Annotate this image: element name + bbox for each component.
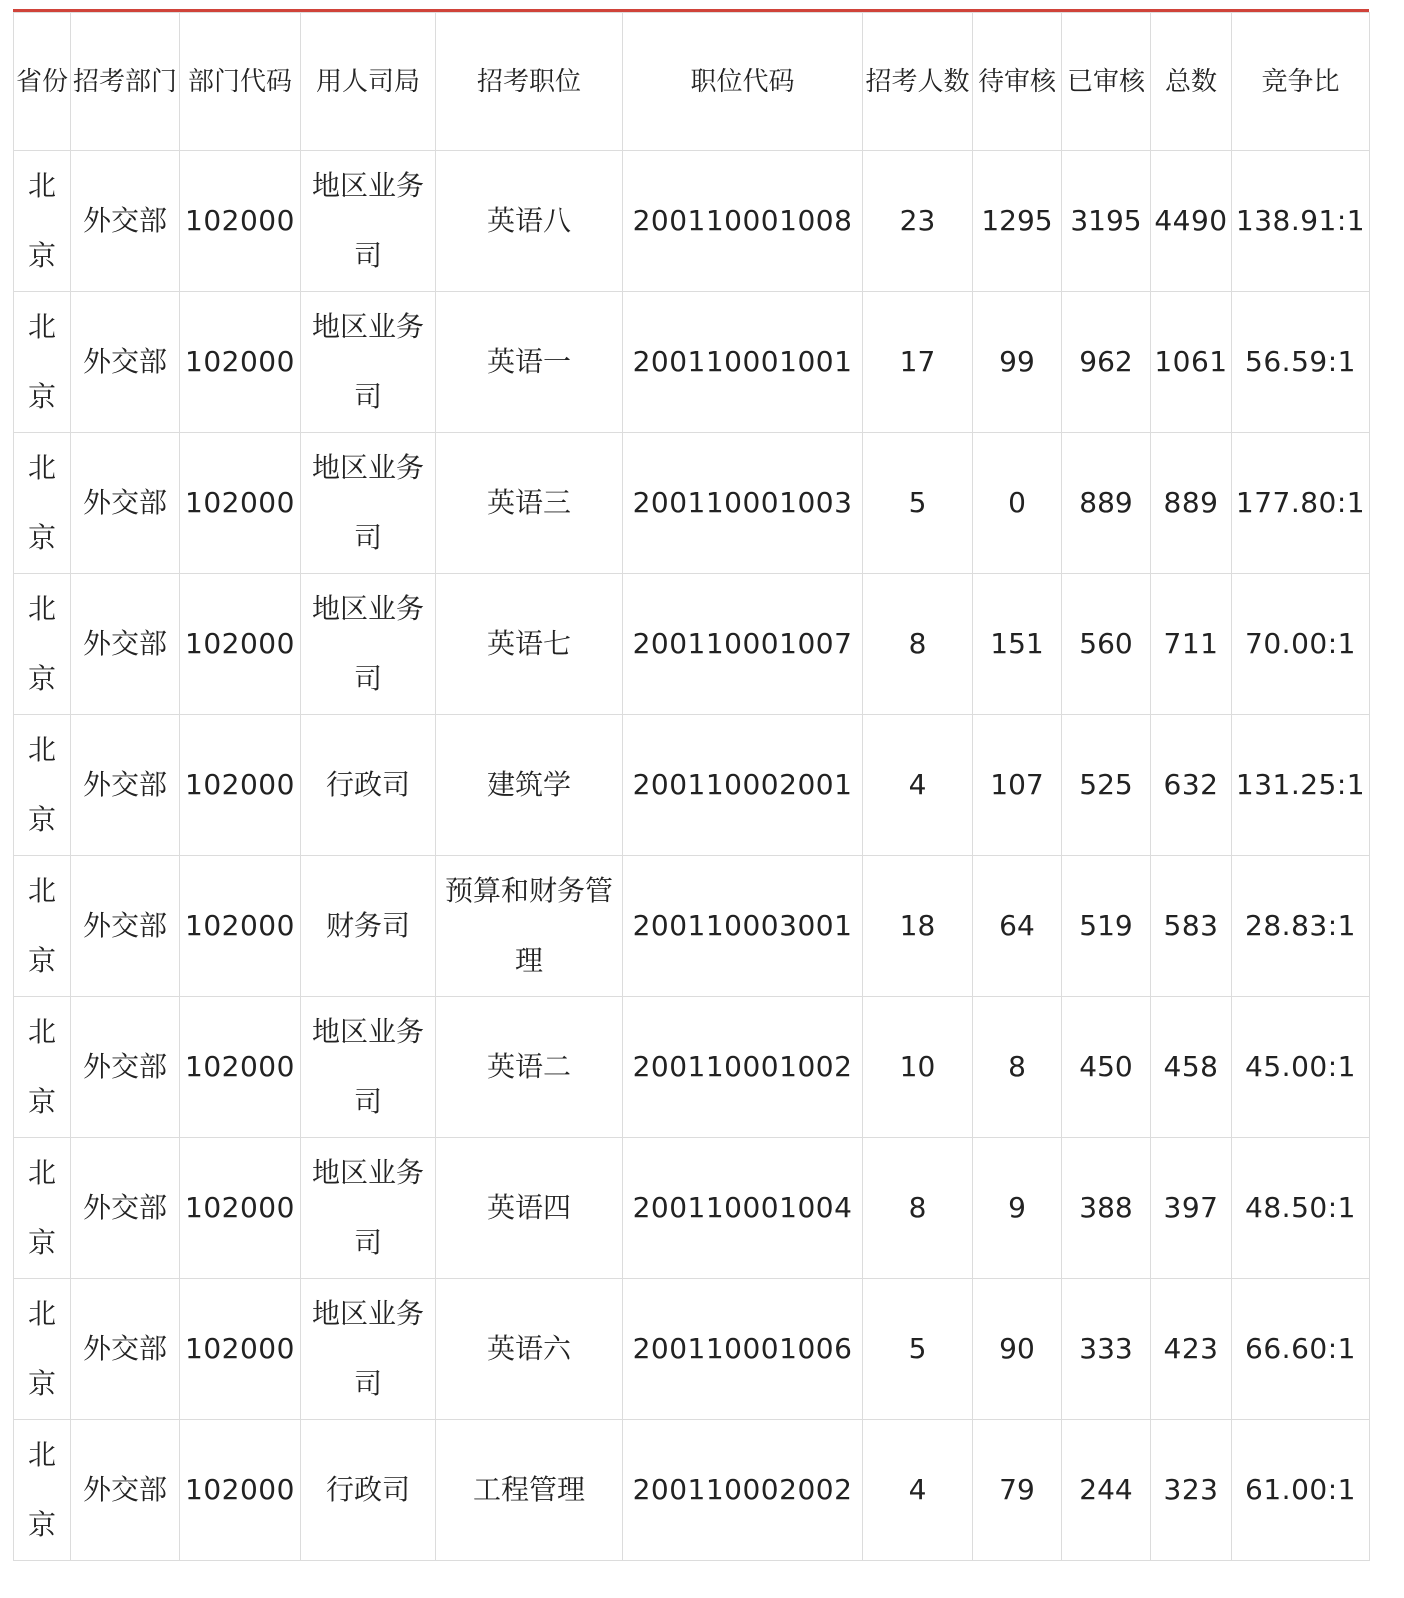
header-row xyxy=(14,13,1370,151)
cell-department-code: 102000 xyxy=(180,574,301,715)
cell-ratio: 70.00:1 xyxy=(1232,574,1370,715)
cell-total: 423 xyxy=(1151,1279,1232,1420)
cell-total: 583 xyxy=(1151,856,1232,997)
cell-pending: 79 xyxy=(973,1420,1062,1561)
cell-total: 632 xyxy=(1151,715,1232,856)
cell-province: 北京 xyxy=(14,1138,71,1279)
cell-headcount: 8 xyxy=(863,1138,973,1279)
cell-province: 北京 xyxy=(14,715,71,856)
cell-department-code: 102000 xyxy=(180,1420,301,1561)
cell-department-code: 102000 xyxy=(180,292,301,433)
cell-position: 英语三 xyxy=(436,433,623,574)
cell-headcount: 10 xyxy=(863,997,973,1138)
table-row xyxy=(14,856,1370,997)
cell-department: 外交部 xyxy=(71,151,180,292)
cell-department-code: 102000 xyxy=(180,433,301,574)
cell-approved: 962 xyxy=(1062,292,1151,433)
cell-department-code: 102000 xyxy=(180,151,301,292)
cell-position-code: 200110001001 xyxy=(623,292,863,433)
cell-position: 英语二 xyxy=(436,997,623,1138)
cell-bureau: 地区业务司 xyxy=(301,1279,436,1420)
cell-headcount: 18 xyxy=(863,856,973,997)
cell-headcount: 5 xyxy=(863,1279,973,1420)
cell-bureau: 财务司 xyxy=(301,856,436,997)
cell-bureau: 行政司 xyxy=(301,1420,436,1561)
header-ratio: 竞争比 xyxy=(1232,13,1370,151)
cell-bureau: 地区业务司 xyxy=(301,151,436,292)
header-department-code: 部门代码 xyxy=(180,13,301,151)
cell-position-code: 200110001008 xyxy=(623,151,863,292)
cell-ratio: 28.83:1 xyxy=(1232,856,1370,997)
cell-position: 预算和财务管理 xyxy=(436,856,623,997)
cell-bureau: 地区业务司 xyxy=(301,433,436,574)
cell-position: 英语八 xyxy=(436,151,623,292)
table-row xyxy=(14,1279,1370,1420)
header-province: 省份 xyxy=(14,13,71,151)
cell-province: 北京 xyxy=(14,574,71,715)
cell-position: 英语七 xyxy=(436,574,623,715)
table-container xyxy=(13,9,1369,1561)
cell-approved: 519 xyxy=(1062,856,1151,997)
header-department: 招考部门 xyxy=(71,13,180,151)
cell-ratio: 48.50:1 xyxy=(1232,1138,1370,1279)
cell-headcount: 4 xyxy=(863,715,973,856)
cell-pending: 0 xyxy=(973,433,1062,574)
cell-pending: 99 xyxy=(973,292,1062,433)
cell-approved: 388 xyxy=(1062,1138,1151,1279)
cell-approved: 560 xyxy=(1062,574,1151,715)
cell-ratio: 138.91:1 xyxy=(1232,151,1370,292)
cell-approved: 525 xyxy=(1062,715,1151,856)
cell-pending: 107 xyxy=(973,715,1062,856)
table-row xyxy=(14,997,1370,1138)
cell-approved: 889 xyxy=(1062,433,1151,574)
cell-department: 外交部 xyxy=(71,1279,180,1420)
cell-pending: 1295 xyxy=(973,151,1062,292)
cell-ratio: 177.80:1 xyxy=(1232,433,1370,574)
header-approved: 已审核 xyxy=(1062,13,1151,151)
table-row xyxy=(14,574,1370,715)
cell-bureau: 地区业务司 xyxy=(301,574,436,715)
cell-ratio: 56.59:1 xyxy=(1232,292,1370,433)
table-row xyxy=(14,1138,1370,1279)
cell-position-code: 200110002001 xyxy=(623,715,863,856)
recruitment-table xyxy=(13,12,1370,1561)
header-pending: 待审核 xyxy=(973,13,1062,151)
cell-position: 英语六 xyxy=(436,1279,623,1420)
table-row xyxy=(14,433,1370,574)
cell-headcount: 4 xyxy=(863,1420,973,1561)
cell-province: 北京 xyxy=(14,1420,71,1561)
cell-approved: 3195 xyxy=(1062,151,1151,292)
cell-total: 889 xyxy=(1151,433,1232,574)
cell-total: 323 xyxy=(1151,1420,1232,1561)
cell-department: 外交部 xyxy=(71,1420,180,1561)
cell-position: 英语一 xyxy=(436,292,623,433)
cell-position-code: 200110001007 xyxy=(623,574,863,715)
cell-department: 外交部 xyxy=(71,292,180,433)
cell-position-code: 200110002002 xyxy=(623,1420,863,1561)
cell-position: 建筑学 xyxy=(436,715,623,856)
cell-bureau: 行政司 xyxy=(301,715,436,856)
cell-headcount: 5 xyxy=(863,433,973,574)
cell-department: 外交部 xyxy=(71,1138,180,1279)
cell-pending: 64 xyxy=(973,856,1062,997)
cell-total: 4490 xyxy=(1151,151,1232,292)
cell-pending: 8 xyxy=(973,997,1062,1138)
cell-province: 北京 xyxy=(14,151,71,292)
cell-pending: 90 xyxy=(973,1279,1062,1420)
cell-department: 外交部 xyxy=(71,433,180,574)
cell-approved: 333 xyxy=(1062,1279,1151,1420)
cell-position: 英语四 xyxy=(436,1138,623,1279)
table-row xyxy=(14,1420,1370,1561)
cell-position: 工程管理 xyxy=(436,1420,623,1561)
cell-position-code: 200110001003 xyxy=(623,433,863,574)
cell-total: 458 xyxy=(1151,997,1232,1138)
cell-province: 北京 xyxy=(14,856,71,997)
header-headcount: 招考人数 xyxy=(863,13,973,151)
cell-approved: 244 xyxy=(1062,1420,1151,1561)
header-position: 招考职位 xyxy=(436,13,623,151)
cell-department-code: 102000 xyxy=(180,715,301,856)
cell-department-code: 102000 xyxy=(180,856,301,997)
cell-pending: 9 xyxy=(973,1138,1062,1279)
header-total: 总数 xyxy=(1151,13,1232,151)
cell-bureau: 地区业务司 xyxy=(301,292,436,433)
cell-ratio: 131.25:1 xyxy=(1232,715,1370,856)
cell-province: 北京 xyxy=(14,292,71,433)
cell-province: 北京 xyxy=(14,433,71,574)
cell-position-code: 200110001002 xyxy=(623,997,863,1138)
cell-headcount: 17 xyxy=(863,292,973,433)
table-row xyxy=(14,151,1370,292)
table-body xyxy=(14,151,1370,1561)
cell-position-code: 200110003001 xyxy=(623,856,863,997)
cell-total: 397 xyxy=(1151,1138,1232,1279)
cell-position-code: 200110001006 xyxy=(623,1279,863,1420)
header-bureau: 用人司局 xyxy=(301,13,436,151)
cell-bureau: 地区业务司 xyxy=(301,997,436,1138)
cell-headcount: 8 xyxy=(863,574,973,715)
table-row xyxy=(14,292,1370,433)
cell-department-code: 102000 xyxy=(180,997,301,1138)
cell-province: 北京 xyxy=(14,1279,71,1420)
cell-department: 外交部 xyxy=(71,574,180,715)
cell-pending: 151 xyxy=(973,574,1062,715)
cell-department: 外交部 xyxy=(71,715,180,856)
cell-approved: 450 xyxy=(1062,997,1151,1138)
cell-ratio: 45.00:1 xyxy=(1232,997,1370,1138)
cell-headcount: 23 xyxy=(863,151,973,292)
cell-department: 外交部 xyxy=(71,856,180,997)
cell-department-code: 102000 xyxy=(180,1138,301,1279)
cell-bureau: 地区业务司 xyxy=(301,1138,436,1279)
cell-province: 北京 xyxy=(14,997,71,1138)
header-position-code: 职位代码 xyxy=(623,13,863,151)
cell-ratio: 61.00:1 xyxy=(1232,1420,1370,1561)
cell-position-code: 200110001004 xyxy=(623,1138,863,1279)
cell-total: 711 xyxy=(1151,574,1232,715)
cell-total: 1061 xyxy=(1151,292,1232,433)
cell-department-code: 102000 xyxy=(180,1279,301,1420)
cell-department: 外交部 xyxy=(71,997,180,1138)
cell-ratio: 66.60:1 xyxy=(1232,1279,1370,1420)
table-row xyxy=(14,715,1370,856)
